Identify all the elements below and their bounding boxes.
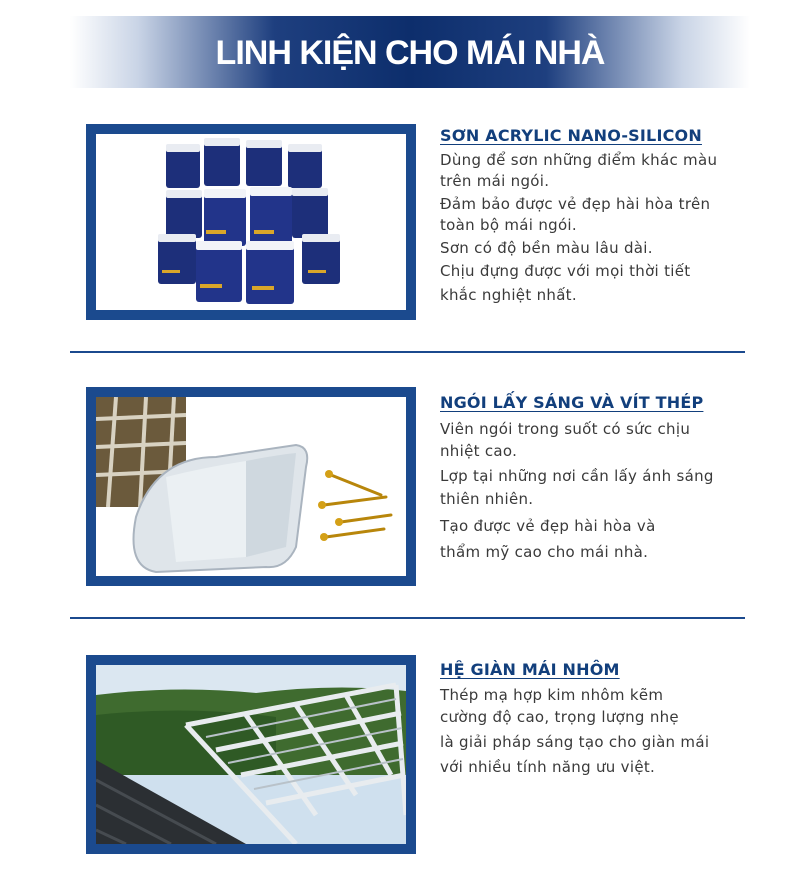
product-text-line: toàn bộ mái ngói. bbox=[440, 216, 577, 234]
page-title: LINH KIỆN CHO MÁI NHÀ bbox=[215, 34, 605, 72]
section-divider bbox=[70, 617, 745, 619]
clear-tile-and-screws-photo bbox=[86, 387, 416, 586]
product-text-line: Tạo được vẻ đẹp hài hòa và bbox=[440, 517, 656, 535]
product-text-line: thẩm mỹ cao cho mái nhà. bbox=[440, 543, 649, 561]
product-text-line: Viên ngói trong suốt có sức chịu bbox=[440, 420, 691, 438]
product-heading-truss: HỆ GIÀN MÁI NHÔM bbox=[440, 660, 620, 679]
product-text-line: Dùng để sơn những điểm khác màu bbox=[440, 151, 718, 169]
product-text-line: cường độ cao, trọng lượng nhẹ bbox=[440, 708, 679, 726]
product-text-line: Đảm bảo được vẻ đẹp hài hòa trên bbox=[440, 195, 711, 213]
product-heading-paint: SƠN ACRYLIC NANO-SILICON bbox=[440, 126, 702, 145]
product-text-line: Lợp tại những nơi cần lấy ánh sáng bbox=[440, 467, 714, 485]
section-divider bbox=[70, 351, 745, 353]
product-text-line: Chịu đựng được với mọi thời tiết bbox=[440, 262, 691, 280]
product-text-line: Thép mạ hợp kim nhôm kẽm bbox=[440, 686, 664, 704]
product-text-line: Sơn có độ bền màu lâu dài. bbox=[440, 239, 653, 257]
product-heading-clear-tile: NGÓI LẤY SÁNG VÀ VÍT THÉP bbox=[440, 393, 704, 412]
title-banner bbox=[70, 16, 750, 88]
product-text-line: thiên nhiên. bbox=[440, 490, 534, 508]
paint-buckets-photo bbox=[86, 124, 416, 320]
aluminum-roof-truss-photo bbox=[86, 655, 416, 854]
product-text-line: với nhiều tính năng ưu việt. bbox=[440, 758, 656, 776]
product-text-line: trên mái ngói. bbox=[440, 172, 550, 190]
product-text-line: khắc nghiệt nhất. bbox=[440, 286, 577, 304]
product-text-line: là giải pháp sáng tạo cho giàn mái bbox=[440, 733, 710, 751]
product-text-line: nhiệt cao. bbox=[440, 442, 518, 460]
